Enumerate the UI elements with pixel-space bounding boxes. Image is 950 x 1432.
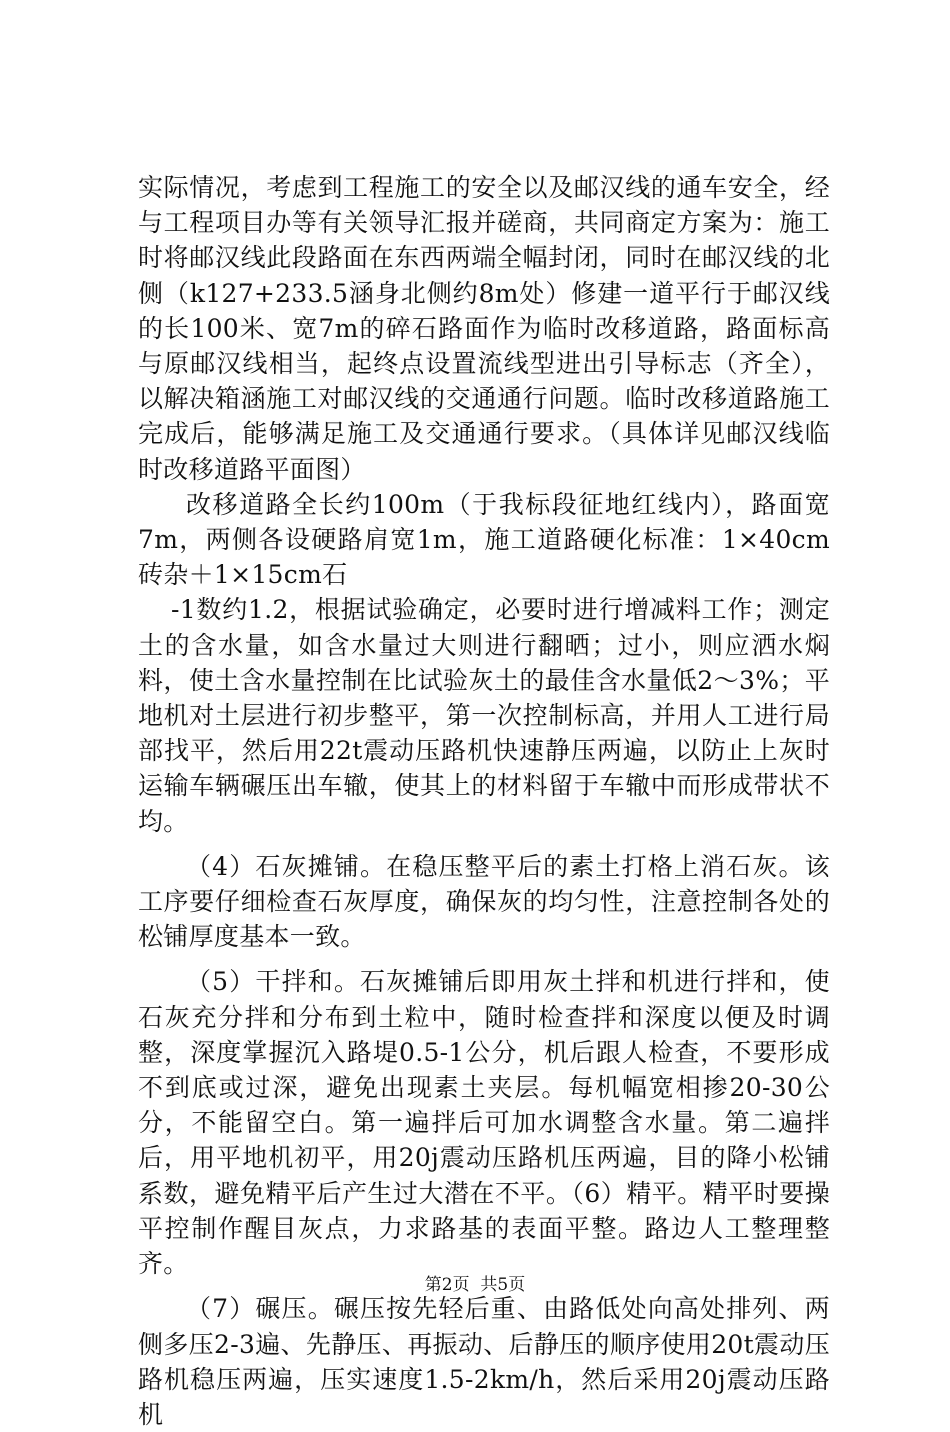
page-total: 共5页 — [480, 1275, 526, 1295]
page-footer — [0, 1274, 950, 1296]
paragraph-lime-spreading: （4）石灰摊铺。在稳压整平后的素土打格上消石灰。该工序要仔细检查石灰厚度，确保灰的均匀性，注意控制各处的松铺厚度基本一致。 — [138, 851, 830, 952]
document-body — [138, 170, 830, 1432]
paragraph-road-length: 改移道路全长约100m（于我标段征地红线内），路面宽7m，两侧各设硬路肩宽1m，施工道路硬化标准：1×40cm砖杂＋1×15cm石 — [138, 489, 830, 590]
paragraph-rolling: （7）碾压。碾压按先轻后重、由路低处向高处排列、两侧多压2-3遍、先静压、再振动、后静压的顺序使用20t震动压路机稳压两遍，压实速度1.5-2km/h，然后采用20j震动压路机 — [138, 1294, 830, 1429]
paragraph-soil-moisture: -1数约1.2，根据试验确定，必要时进行增减料工作；测定土的含水量，如含水量过大则进行翻晒；过小，则应洒水焖料，使土含水量控制在比试验灰土的最佳含水量低2～3%；平地机对土层进行初步整平，第一次控制标高，并用人工进行局部找平，然后用22t震动压路机快速静压两遍，以防止上灰时运输车辆碾压出车辙，使其上的材料留于车辙中而形成带状不均。 — [138, 595, 830, 836]
page-number: 第2页 — [424, 1275, 470, 1295]
paragraph-dry-mixing: （5）干拌和。石灰摊铺后即用灰土拌和机进行拌和，使石灰充分拌和分布到土粒中，随时检查拌和深度以便及时调整，深度掌握沉入路堤0.5-1公分，机后跟人检查，不要形成不到底或过深，避免出现素土夹层。每机幅宽相掺20-30公分，不能留空白。第一遍拌后可加水调整含水量。第二遍拌后，用平地机初平，用20j震动压路机压两遍，目的降小松铺系数，避免精平后产生过大潜在不平。（6）精平。精平时要操平控制作醒目灰点，力求路基的表面平整。路边人工整理整齐。 — [138, 967, 830, 1279]
paragraph-situation: 实际情况，考虑到工程施工的安全以及邮汉线的通车安全，经与工程项目办等有关领导汇报并磋商，共同商定方案为：施工时将邮汉线此段路面在东西两端全幅封闭，同时在邮汉线的北侧（k127+233.5涵身北侧约8m处）修建一道平行于邮汉线的长100米、宽7m的碎石路面作为临时改移道路，路面标高与原邮汉线相当，起终点设置流线型进出引导标志（齐全），以解决箱涵施工对邮汉线的交通通行问题。临时改移道路施工完成后，能够满足施工及交通通行要求。（具体详见邮汉线临时改移道路平面图） — [138, 173, 830, 484]
